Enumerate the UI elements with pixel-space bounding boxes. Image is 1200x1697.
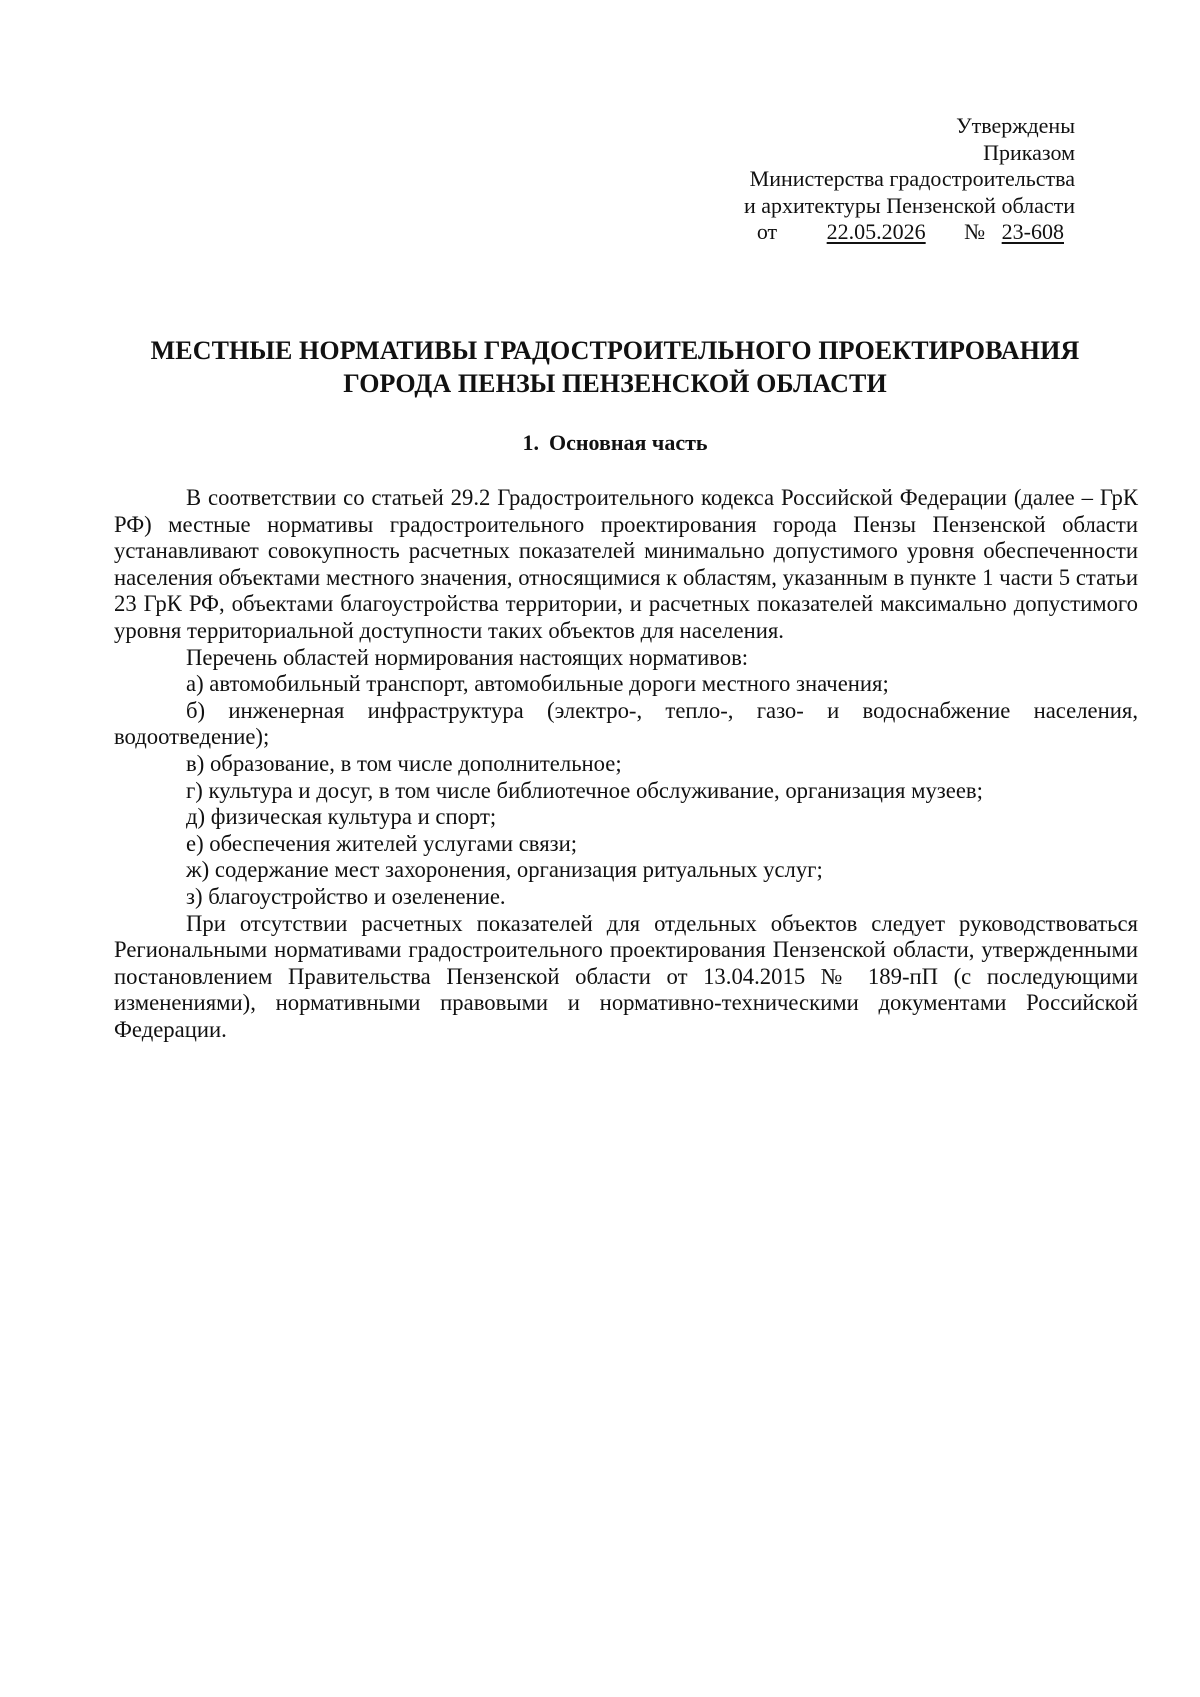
list-item-a: а) автомобильный транспорт, автомобильные дороги местного значения; bbox=[186, 671, 889, 697]
section-number: 1. bbox=[522, 430, 539, 455]
paragraph-list-intro: Перечень областей нормирования настоящих нормативов: bbox=[186, 644, 749, 670]
list-item-zh: ж) содержание мест захоронения, организация ритуальных услуг; bbox=[186, 857, 823, 883]
list-item-z: з) благоустройство и озеленение. bbox=[186, 883, 506, 909]
approval-date-prefix: от bbox=[756, 219, 778, 244]
approval-number: 23-608 bbox=[1001, 219, 1064, 244]
body-text bbox=[114, 485, 1138, 1043]
list-item-b: б) инженерная инфраструктура (электро-, тепло-, газо- и водоснабжение населения, водоотведение); bbox=[114, 697, 1138, 750]
approval-line-order: Приказом bbox=[983, 139, 1075, 165]
document-title bbox=[110, 334, 1120, 400]
approval-line-ministry: Министерства градостроительства bbox=[749, 166, 1075, 191]
list-item-g: г) культура и досуг, в том числе библиотечное обслуживание, организация музеев; bbox=[186, 777, 983, 803]
approval-line-approved: Утверждены bbox=[956, 113, 1075, 138]
document-title-line-1: МЕСТНЫЕ НОРМАТИВЫ ГРАДОСТРОИТЕЛЬНОГО ПРОЕКТИРОВАНИЯ bbox=[150, 336, 1080, 365]
paragraph-closing: При отсутствии расчетных показателей для отдельных объектов следует руководствоваться Региональными нормативами градостроительного проектирования Пензенской области, утвержденными постановлением Правительства Пензенской области от 13.04.2015 № 189-пП (с последующими изменениями), нормативными правовыми и нормативно-техническими документами Российской Федерации. bbox=[114, 910, 1138, 1042]
approval-date-number-line bbox=[655, 219, 1075, 246]
approval-number-field bbox=[991, 219, 1075, 244]
list-item-d: д) физическая культура и спорт; bbox=[186, 804, 497, 830]
approval-block bbox=[655, 113, 1075, 246]
list-item-e: е) обеспечения жителей услугами связи; bbox=[186, 830, 578, 856]
approval-date-field bbox=[783, 219, 959, 244]
section-heading bbox=[110, 430, 1120, 456]
document-title-line-2: ГОРОДА ПЕНЗЫ ПЕНЗЕНСКОЙ ОБЛАСТИ bbox=[343, 369, 887, 398]
approval-line-architecture: и архитектуры Пензенской области bbox=[744, 192, 1075, 218]
section-title: Основная часть bbox=[548, 430, 708, 455]
approval-number-prefix: № bbox=[964, 219, 986, 244]
approval-date: 22.05.2026 bbox=[826, 219, 926, 244]
list-item-v: в) образование, в том числе дополнительное; bbox=[186, 750, 622, 776]
paragraph-intro: В соответствии со статьей 29.2 Градостроительного кодекса Российской Федерации (далее – ГрК РФ) местные нормативы градостроительного проектирования города Пензы Пензенской области устанавливают совокупность расчетных показателей минимально допустимого уровня обеспеченности населения объектами местного значения, относящимися к областям, указанным в пункте 1 части 5 статьи 23 ГрК РФ, объектами благоустройства территории, и расчетных показателей максимально допустимого уровня территориальной доступности таких объектов для населения. bbox=[114, 485, 1138, 643]
